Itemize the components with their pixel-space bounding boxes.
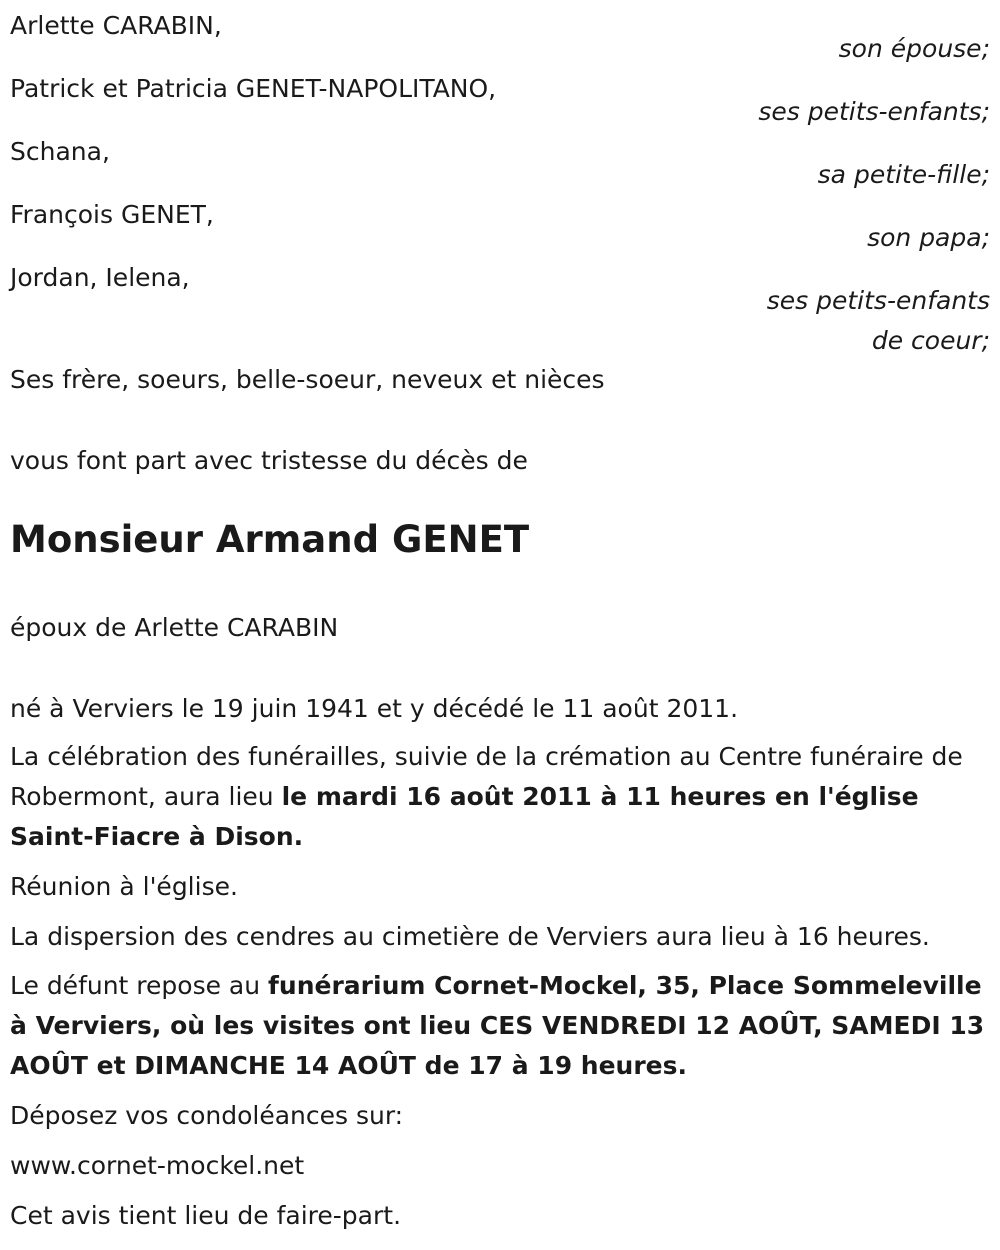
family-relation-5b: de coeur;	[871, 326, 990, 355]
siblings-line: Ses frère, soeurs, belle-soeur, neveux et nièces	[10, 365, 605, 394]
website-link[interactable]: www.cornet-mockel.net	[10, 1151, 305, 1180]
announce-line: vous font part avec tristesse du décès de	[10, 446, 528, 475]
family-relation-3: sa petite-fille;	[817, 160, 990, 189]
footer-line: Cet avis tient lieu de faire-part.	[10, 1201, 402, 1230]
birth-death-line: né à Verviers le 19 juin 1941 et y décédé le 11 août 2011.	[10, 694, 739, 723]
celebration-details: le mardi 16 août 2011 à 11 heures en l'église Saint-Fiacre à Dison.	[10, 782, 919, 851]
celebration-intro: La célébration des funérailles, suivie de la crémation au Centre funéraire de Robermont, aura lieu	[10, 742, 963, 811]
repose-paragraph	[10, 966, 990, 1086]
reunion-line: Réunion à l'église.	[10, 872, 238, 901]
celebration-paragraph	[10, 737, 990, 857]
family-relation-1: son épouse;	[838, 34, 990, 63]
repose-details: funérarium Cornet-Mockel, 35, Place Sommeleville à Verviers, où les visites ont lieu CES VENDREDI 12 AOÛT, SAMEDI 13 AOÛT et DIMANCHE 14 AOÛT de 17 à 19 heures.	[10, 971, 985, 1080]
spouse-line: époux de Arlette CARABIN	[10, 613, 339, 642]
deceased-name: Monsieur Armand GENET	[10, 518, 530, 561]
family-name-5: Jordan, Ielena,	[10, 263, 190, 292]
family-relation-2: ses petits-enfants;	[758, 97, 990, 126]
family-name-2: Patrick et Patricia GENET-NAPOLITANO,	[10, 74, 497, 103]
family-relation-5a: ses petits-enfants	[766, 286, 990, 315]
family-relation-4: son papa;	[867, 223, 990, 252]
dispersion-line: La dispersion des cendres au cimetière de Verviers aura lieu à 16 heures.	[10, 922, 930, 951]
condolences-line: Déposez vos condoléances sur:	[10, 1101, 404, 1130]
repose-intro: Le défunt repose au	[10, 971, 269, 1000]
family-name-4: François GENET,	[10, 200, 214, 229]
family-name-1: Arlette CARABIN,	[10, 11, 222, 40]
family-name-3: Schana,	[10, 137, 110, 166]
